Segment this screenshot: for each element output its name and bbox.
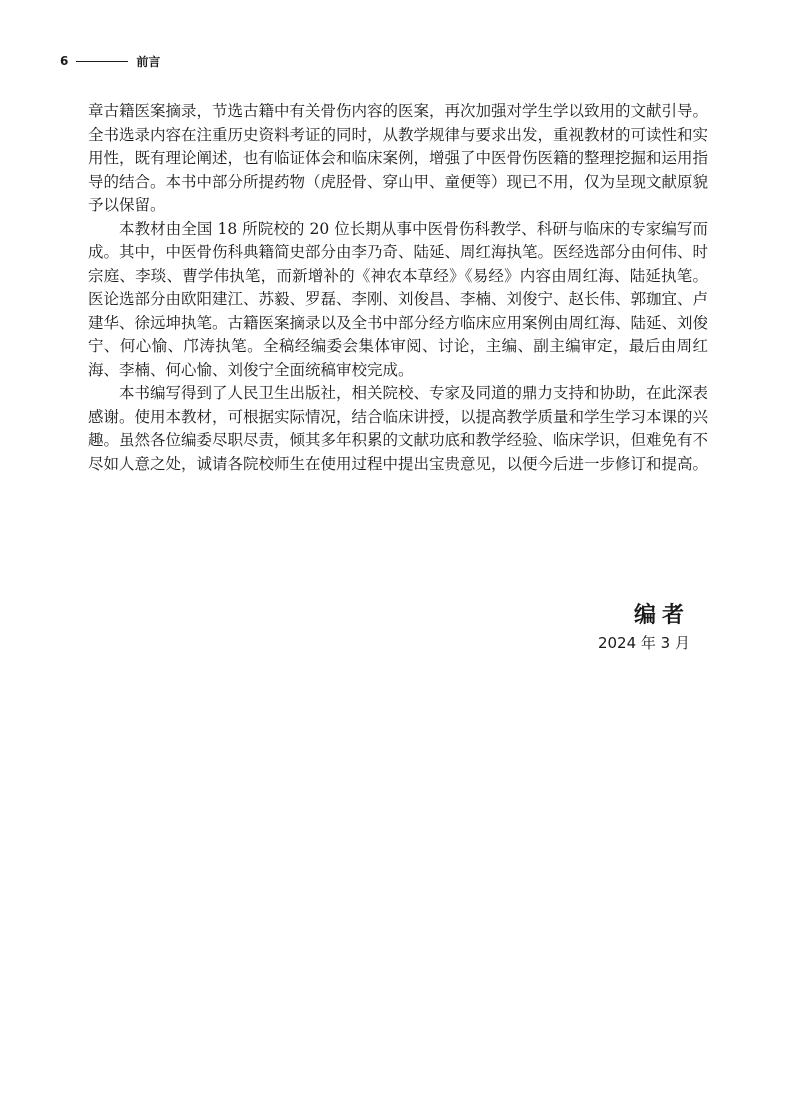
running-header (60, 53, 160, 69)
page-number: 6 (60, 54, 69, 68)
section-title: 前言 (136, 54, 161, 69)
paragraph-continued: 章古籍医案摘录，节选古籍中有关骨伤内容的医案，再次加强对学生学以致用的文献引导。全书选录内容在注重历史资料考证的同时，从教学规律与要求出发，重视教材的可读性和实用性，既有理论阐述，也有临证体会和临床案例，增强了中医骨伤医籍的整理挖掘和运用指导的结合。本书中部分所提药物（虎胫骨、穿山甲、童便等）现已不用，仅为呈现文献原貌予以保留。 (88, 102, 709, 214)
paragraph-acknowledgements: 本书编写得到了人民卫生出版社，相关院校、专家及同道的鼎力支持和协助，在此深表感谢。使用本教材，可根据实际情况，结合临床讲授，以提高教学质量和学生学习本课的兴趣。虽然各位编委尽职尽责，倾其多年积累的文献功底和教学经验、临床学识，但难免有不尽如人意之处，诚请各院校师生在使用过程中提出宝贵意见，以便今后进一步修订和提高。 (88, 384, 709, 473)
paragraph-authors: 本教材由全国 18 所院校的 20 位长期从事中医骨伤科教学、科研与临床的专家编写而成。其中，中医骨伤科典籍简史部分由李乃奇、陆延、周红海执笔。医经选部分由何伟、时宗庭、李琰、曹学伟执笔，而新增补的《神农本草经》《易经》内容由周红海、陆延执笔。医论选部分由欧阳建江、苏毅、罗磊、李刚、刘俊昌、李楠、刘俊宁、赵长伟、郭珈宜、卢建华、徐远坤执笔。古籍医案摘录以及全书中部分经方临床应用案例由周红海、陆延、刘俊宁、何心愉、邝涛执笔。全稿经编委会集体审阅、讨论，主编、副主编审定，最后由周红海、李楠、何心愉、刘俊宁全面统稿审校完成。 (88, 219, 709, 379)
header-rule (76, 61, 128, 62)
date: 2024 年 3 月 (597, 634, 690, 652)
signature: 编者 (633, 602, 690, 628)
preface-body (88, 100, 708, 476)
